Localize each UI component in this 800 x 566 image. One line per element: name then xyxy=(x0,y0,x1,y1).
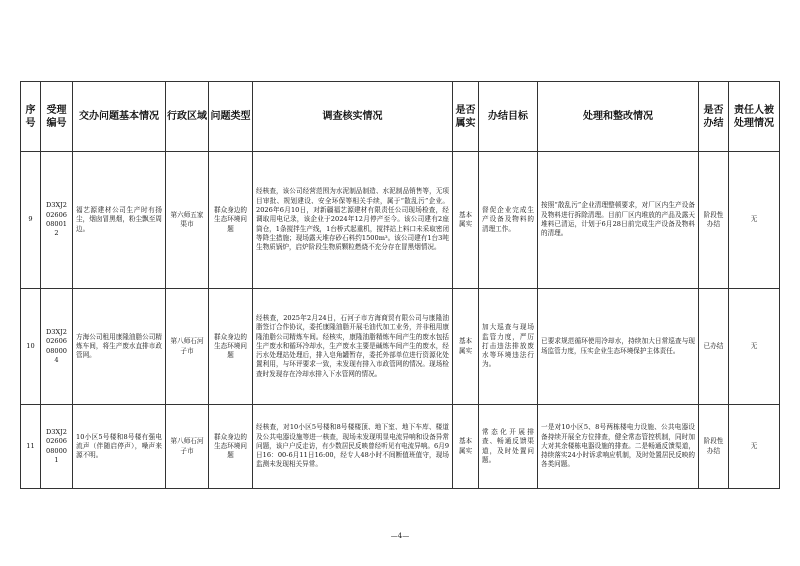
table-row xyxy=(21,289,780,405)
cell-region: 第六师五家渠市 xyxy=(166,152,209,289)
cell-goal: 加大巡查与现场监管力度，严厉打击违法排放废水等环境违法行为。 xyxy=(479,289,538,405)
header-true-status: 是否属实 xyxy=(453,82,479,152)
cell-accept-no: D3XJ202606080001 xyxy=(41,405,73,489)
header-region: 行政区域 xyxy=(166,82,209,152)
cell-investigation: 经核查，对10小区5号楼和8号楼楼顶、地下室、地下车库、楼道及公共电器设施等进一核查，现场未发现明显电流异响和设备异常问题，该户户反走访，有少数居民反映曾经听见有电流异响。6月9日16：00-6月11日16:00，经专人48小时不间断值班值守，现场监测未发现相关异常。 xyxy=(253,405,453,489)
cell-accountability: 无 xyxy=(729,405,780,489)
cell-true-status: 基本属实 xyxy=(453,152,479,289)
table-header-row xyxy=(21,82,780,152)
cell-problem: 方海公司租用康隆油脂公司精炼车间，将生产废水直排市政管网。 xyxy=(73,289,166,405)
cell-investigation: 经核查，2025年2月24日，石河子市方海商贸有限公司与康隆油脂签订合作协议，委托康隆油脂开展毛油代加工业务，并非租用康隆油脂公司精炼车间。经核实，康隆油脂精炼车间产生的废水包括生产废水和循环冷却水，生产废水主要是碱炼车间产生的废水，经污水处理站处理后，排入皂角罐暂存，委托外部单位进行资源化处置利用，与环评要求一致，未发现有排入市政管网的情况。现场检查时发现存在冷却水排入下水管网的情况。 xyxy=(253,289,453,405)
rectification-table xyxy=(20,81,780,489)
cell-type: 群众身边的生态环境问题 xyxy=(209,152,253,289)
cell-done: 已办结 xyxy=(699,289,729,405)
cell-type: 群众身边的生态环境问题 xyxy=(209,289,253,405)
cell-goal: 督促企业完成生产设备及物料的清理工作。 xyxy=(479,152,538,289)
cell-investigation: 经核查，该公司经营范围为水泥制品制造、水泥制品销售等，无项目审批、规划建设、安全环保等相关手续，属于“散乱污”企业。2026年6月10日，对新疆福艺源建材有限责任公司现场检查，经调取用电记录，该企业于2024年12月停产至今。该公司建有2座筒仓，1条搅拌生产线，1台桥式起重机，搅拌站上料口未采取密闭等降尘措施；现场露天堆存砂石料约1500m³。该公司建有1台3吨生物质锅炉，启炉阶段生物质颗粒燃烧不充分存在冒黑烟情况。 xyxy=(253,152,453,289)
cell-accept-no: D3XJ202606080012 xyxy=(41,152,73,289)
cell-region: 第八师石河子市 xyxy=(166,405,209,489)
header-goal: 办结目标 xyxy=(479,82,538,152)
cell-problem: 10小区5号楼和8号楼有强电流声（伴随启停声），噪声来源不明。 xyxy=(73,405,166,489)
header-rectification: 处理和整改情况 xyxy=(538,82,699,152)
cell-accountability: 无 xyxy=(729,289,780,405)
table-row xyxy=(21,405,780,489)
cell-rectification: 已要求规范循环使用冷却水，持续加大日常巡查与现场监管力度，压实企业生态环境保护主体责任。 xyxy=(538,289,699,405)
header-investigation: 调查核实情况 xyxy=(253,82,453,152)
cell-done: 阶段性办结 xyxy=(699,152,729,289)
cell-goal: 常态化开展排查、畅通反馈渠道，及时处置问题。 xyxy=(479,405,538,489)
cell-type: 群众身边的生态环境问题 xyxy=(209,405,253,489)
cell-seq: 11 xyxy=(21,405,41,489)
header-type: 问题类型 xyxy=(209,82,253,152)
cell-seq: 10 xyxy=(21,289,41,405)
cell-region: 第八师石河子市 xyxy=(166,289,209,405)
header-problem: 交办问题基本情况 xyxy=(73,82,166,152)
cell-rectification: 一是对10小区5、8号两栋楼电力设施、公共电器设备持续开展全方位排查，健全常态管控机制，同时加大对其余楼栋电器设施的排查。二是畅通反馈渠道，持续落实24小时诉求响应机制，及时处置居民反映的各类问题。 xyxy=(538,405,699,489)
cell-seq: 9 xyxy=(21,152,41,289)
cell-accept-no: D3XJ202606080004 xyxy=(41,289,73,405)
cell-problem: 福艺源建材公司生产时有扬尘，烟囱冒黑烟，粉尘飘至周边。 xyxy=(73,152,166,289)
header-done: 是否办结 xyxy=(699,82,729,152)
header-accept-no: 受理编号 xyxy=(41,82,73,152)
cell-accountability: 无 xyxy=(729,152,780,289)
cell-rectification: 按照“散乱污”企业清理整顿要求，对厂区内生产设备及物料进行拆除清理。目前厂区内堆放的产品及露天堆料已清运，计划于6月28日前完成生产设备及物料的清理。 xyxy=(538,152,699,289)
cell-true-status: 基本属实 xyxy=(453,289,479,405)
cell-true-status: 基本属实 xyxy=(453,405,479,489)
cell-done: 阶段性办结 xyxy=(699,405,729,489)
table-row xyxy=(21,152,780,289)
header-seq: 序号 xyxy=(21,82,41,152)
page-number: —4— xyxy=(390,532,410,540)
header-accountability: 责任人被处理情况 xyxy=(729,82,780,152)
